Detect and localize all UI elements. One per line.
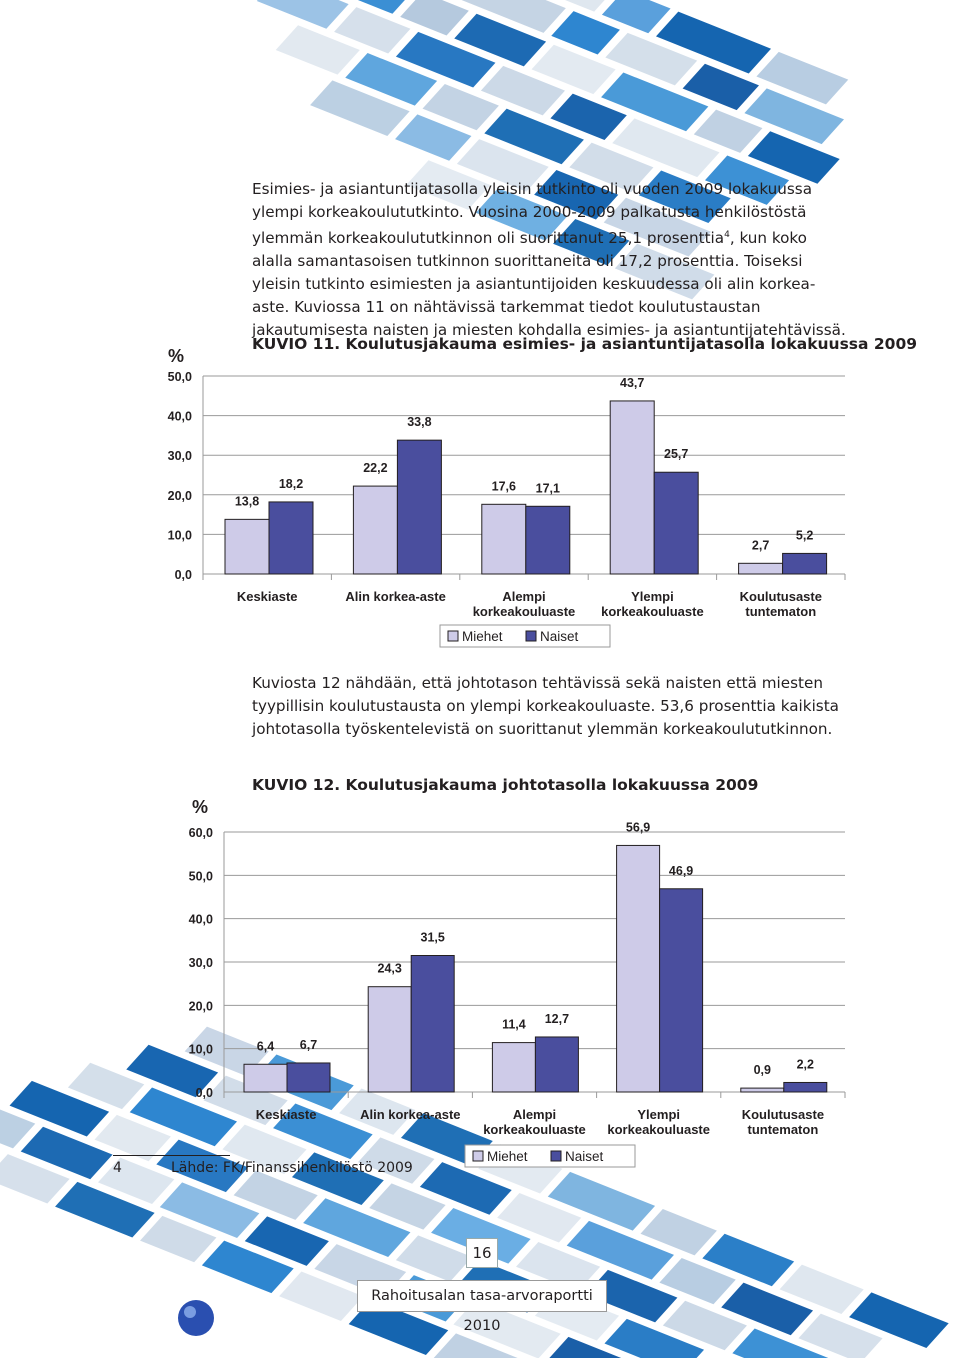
y-tick-label: 20,0 [167, 488, 192, 503]
legend-label: Naiset [540, 629, 579, 644]
footnote-text: Lähde: FK/Finanssihenkilöstö 2009 [171, 1160, 413, 1176]
category-label: Alin korkea-aste [360, 1107, 461, 1122]
y-tick-label: 0,0 [195, 1086, 213, 1100]
data-label: 6,4 [256, 1039, 275, 1054]
y-tick-label: 30,0 [188, 956, 213, 970]
y-tick-label: 10,0 [167, 528, 192, 543]
footnote-reference: 4 [724, 230, 730, 240]
category-label: Ylempi [637, 1107, 681, 1122]
bar-naiset [660, 889, 703, 1092]
bar-miehet [368, 987, 411, 1092]
page-number: 16 [466, 1238, 498, 1268]
y-tick-label: 30,0 [167, 449, 192, 464]
category-label: Alin korkea-aste [345, 589, 446, 604]
footnote-divider [113, 1155, 230, 1156]
bar-naiset [526, 506, 570, 574]
figure-11-title: KUVIO 11. Koulutusjakauma esimies- ja asiantuntijatasolla lokakuussa 2009 [252, 335, 918, 353]
data-label: 17,1 [535, 481, 560, 496]
bar-miehet [610, 401, 654, 574]
data-label: 56,9 [625, 820, 651, 835]
bar-naiset [397, 440, 441, 574]
legend-swatch [526, 631, 536, 641]
data-label: 22,2 [363, 461, 388, 476]
data-label: 2,2 [796, 1057, 814, 1072]
legend-swatch [551, 1151, 561, 1161]
data-label: 33,8 [407, 415, 432, 430]
bar-naiset [783, 553, 827, 574]
legend-label: Naiset [565, 1149, 604, 1164]
data-label: 12,7 [544, 1011, 570, 1026]
data-label: 31,5 [420, 930, 445, 945]
category-label: korkeakouluaste [607, 1122, 711, 1137]
category-label: Alempi [502, 589, 546, 604]
bar-naiset [784, 1082, 827, 1092]
legend-label: Miehet [487, 1149, 528, 1164]
data-label: 46,9 [668, 863, 694, 878]
data-label: 5,2 [795, 528, 814, 543]
category-label: Ylempi [631, 589, 674, 604]
bar-miehet [739, 563, 783, 574]
blue-sphere-icon [178, 1300, 214, 1336]
data-label: 24,3 [377, 961, 402, 976]
y-tick-label: 60,0 [188, 826, 213, 840]
chart-figure-11 [0, 330, 960, 660]
bar-miehet [492, 1043, 535, 1092]
legend-swatch [448, 631, 458, 641]
data-label: 6,7 [299, 1037, 318, 1052]
y-tick-label: 0,0 [174, 568, 192, 582]
category-label: Keskiaste [255, 1107, 317, 1122]
category-label: korkeakouluaste [472, 604, 576, 619]
data-label: 0,9 [753, 1063, 771, 1078]
y-axis-unit-label: % [168, 346, 185, 366]
bar-naiset [269, 502, 313, 574]
intro-paragraph: Esimies- ja asiantuntijatasolla yleisin tutkinto oli vuoden 2009 lokakuussa ylempi korkeakoulututkinto. Vuosina 2000-2009 palkatusta henkilöstöstä ylemmän korkeakoulututkinnon oli suorittanut 25,1 prosenttia$^4$, kun koko alalla samantasoisen tutkinnon suorittaneita oli 17,2 prosenttia. Toiseksi yleisin tutkinto esimiesten ja asiantuntijoiden keskuudessa oli alin korkea-aste. Kuviossa 11 on nähtävissä tarkemmat tiedot koulutustaustan jakautumisesta naisten ja miesten kohdalla esimies- ja asiantuntijatehtävissä. [252, 180, 846, 340]
legend-label: Miehet [462, 629, 503, 644]
bar-naiset [411, 956, 454, 1093]
category-label: Koulutusaste [739, 589, 822, 604]
data-label: 43,7 [620, 375, 645, 390]
figure-12-title: KUVIO 12. Koulutusjakauma johtotasolla lokakuussa 2009 [252, 776, 759, 794]
management-paragraph: Kuviosta 12 nähdään, että johtotason tehtävissä sekä naisten että miesten tyypillisin koulutustausta on ylempi korkeakouluaste. 53,6 prosenttia kaikista johtotasolla työskentelevistä on suorittanut ylemmän korkeakoulututkinnon. [252, 674, 839, 738]
bar-naiset [535, 1037, 578, 1092]
bar-miehet [741, 1088, 784, 1092]
data-label: 25,7 [664, 447, 689, 462]
y-tick-label: 50,0 [188, 869, 213, 884]
bar-miehet [617, 845, 660, 1092]
data-label: 2,7 [751, 538, 770, 553]
y-axis-unit-label: % [192, 797, 209, 817]
category-label: Keskiaste [236, 589, 298, 604]
legend-swatch [473, 1151, 483, 1161]
chart-figure-12 [0, 775, 960, 1180]
y-tick-label: 40,0 [167, 409, 192, 424]
data-label: 13,8 [234, 494, 260, 509]
category-label: korkeakouluaste [483, 1122, 586, 1137]
category-label: tuntematon [745, 604, 817, 619]
y-tick-label: 20,0 [188, 999, 213, 1014]
data-label: 17,6 [491, 479, 516, 494]
bar-naiset [287, 1063, 330, 1092]
category-label: korkeakouluaste [601, 604, 704, 619]
footnote-number: 4 [113, 1160, 122, 1176]
category-label: tuntematon [747, 1122, 819, 1137]
y-tick-label: 40,0 [188, 912, 213, 927]
data-label: 11,4 [502, 1017, 526, 1032]
footnote [113, 1160, 413, 1176]
category-label: Koulutusaste [741, 1107, 825, 1122]
bar-miehet [225, 519, 269, 574]
publication-title: Rahoitusalan tasa-arvoraportti 2010 [357, 1280, 607, 1312]
y-tick-label: 50,0 [167, 370, 192, 384]
bar-miehet [482, 504, 526, 574]
y-tick-label: 10,0 [188, 1042, 213, 1057]
bar-miehet [244, 1064, 287, 1092]
data-label: 18,2 [278, 476, 304, 491]
legend [465, 1145, 635, 1167]
category-label: Alempi [512, 1107, 557, 1122]
bar-miehet [353, 486, 397, 574]
bar-naiset [654, 472, 698, 574]
legend [440, 625, 610, 647]
